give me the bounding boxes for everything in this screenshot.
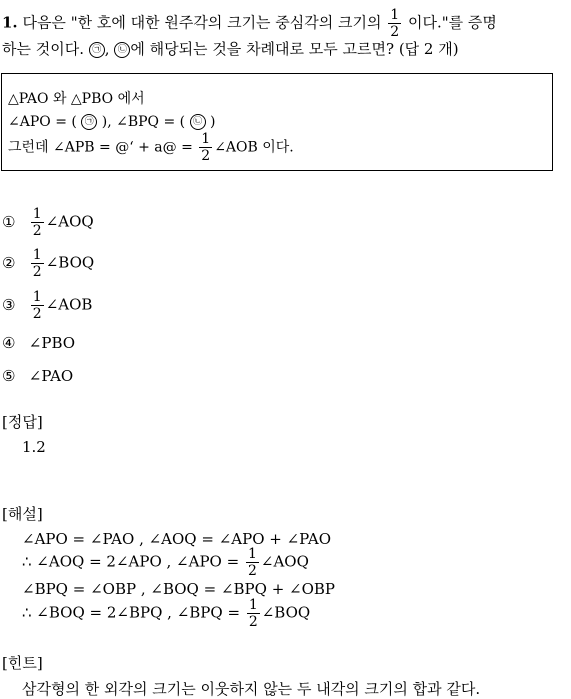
question-line-1 xyxy=(2,8,497,39)
choice-number: ② xyxy=(2,253,16,272)
solution-line-2 xyxy=(22,547,309,578)
proof-line-2-b: ), ∠BPQ = ( xyxy=(101,114,186,130)
choice-5[interactable] xyxy=(2,367,73,385)
choice-text: ∠PAO xyxy=(28,367,74,385)
solution-fraction-2 xyxy=(247,598,260,629)
choice-number: ③ xyxy=(2,295,16,314)
proof-line-2 xyxy=(8,114,216,130)
solution-line-4-a: ∴ ∠BOQ = 2∠BPQ , ∠BPQ = xyxy=(22,603,241,622)
hint-label: [힌트] xyxy=(2,654,43,672)
choice-4[interactable] xyxy=(2,334,75,352)
proof-fraction xyxy=(199,132,212,163)
solution-fraction-1 xyxy=(246,547,259,578)
choice-number: ① xyxy=(2,212,16,231)
choice-3[interactable] xyxy=(2,290,92,321)
choice-2[interactable] xyxy=(2,248,94,279)
fraction-numerator: 1 xyxy=(390,7,400,23)
hint-text: 삼각형의 한 외각의 크기는 이웃하지 않는 두 내각의 크기의 합과 같다. xyxy=(22,680,481,698)
fraction-denominator: 2 xyxy=(248,614,258,630)
fraction-denominator: 2 xyxy=(32,223,42,239)
proof-line-2-c: ) xyxy=(210,114,216,130)
fraction-denominator: 2 xyxy=(390,24,400,40)
fraction-numerator: 1 xyxy=(201,131,211,147)
fraction-denominator: 2 xyxy=(32,306,42,322)
fraction-denominator: 2 xyxy=(32,264,42,280)
blank-1-icon: ㉠ xyxy=(81,114,97,130)
blank-2-icon: ㉡ xyxy=(190,114,206,130)
choice-fraction xyxy=(31,290,44,321)
fraction-numerator: 1 xyxy=(32,247,42,263)
choice-text: ∠BOQ xyxy=(45,253,95,272)
choice-text: ∠PBO xyxy=(28,334,76,352)
proof-line-3-b: ∠AOB 이다. xyxy=(214,139,294,156)
question-text-4: 에 해당되는 것을 차례대로 모두 고르면? (답 2 개) xyxy=(130,40,459,58)
fraction-numerator: 1 xyxy=(32,206,42,222)
solution-line-1: ∠APO = ∠PAO , ∠AOQ = ∠APO + ∠PAO xyxy=(22,530,332,548)
solution-line-4-b: ∠BOQ xyxy=(261,603,311,622)
proof-line-2-a: ∠APO = ( xyxy=(8,114,77,130)
question-number: 1. xyxy=(2,13,18,32)
marker-1-icon: ㉠ xyxy=(89,42,105,58)
fraction-numerator: 1 xyxy=(247,546,257,562)
choice-fraction xyxy=(31,248,44,279)
question-text-1: 다음은 "한 호에 대한 원주각의 크기는 중심각의 크기의 xyxy=(22,13,382,32)
choice-text: ∠AOB xyxy=(45,295,93,314)
fraction-numerator: 1 xyxy=(32,289,42,305)
fraction-denominator: 2 xyxy=(247,563,257,579)
fraction-denominator: 2 xyxy=(201,148,211,164)
choice-text: ∠AOQ xyxy=(45,212,94,231)
answer-label: [정답] xyxy=(2,413,43,431)
solution-line-2-a: ∴ ∠AOQ = 2∠APO , ∠APO = xyxy=(22,552,240,571)
proof-box xyxy=(1,73,553,171)
question-line-2: 하는 것이다. ㉠ , ㉡ 에 해당되는 것을 차례대로 모두 고르면? (답 2 개) xyxy=(2,40,459,58)
solution-line-3: ∠BPQ = ∠OBP , ∠BOQ = ∠BPQ + ∠OBP xyxy=(22,580,336,598)
proof-line-3-a: 그런데 ∠APB = @‘ + a@ = xyxy=(8,139,193,156)
answer-value: 1.2 xyxy=(22,438,46,456)
choice-number: ④ xyxy=(2,334,16,352)
solution-line-4 xyxy=(22,598,310,629)
proof-line-3 xyxy=(8,132,294,163)
choice-number: ⑤ xyxy=(2,367,16,385)
choice-fraction xyxy=(31,207,44,238)
question-text-3: 하는 것이다. xyxy=(2,40,84,58)
proof-line-1: △PAO 와 △PBO 에서 xyxy=(8,91,145,107)
marker-2-icon: ㉡ xyxy=(114,42,130,58)
fraction-numerator: 1 xyxy=(248,597,258,613)
question-text-2: 이다."를 증명 xyxy=(408,13,497,32)
solution-line-2-b: ∠AOQ xyxy=(260,552,309,571)
choice-1[interactable] xyxy=(2,207,94,238)
solution-label: [해설] xyxy=(2,505,43,523)
question-fraction xyxy=(388,8,401,39)
